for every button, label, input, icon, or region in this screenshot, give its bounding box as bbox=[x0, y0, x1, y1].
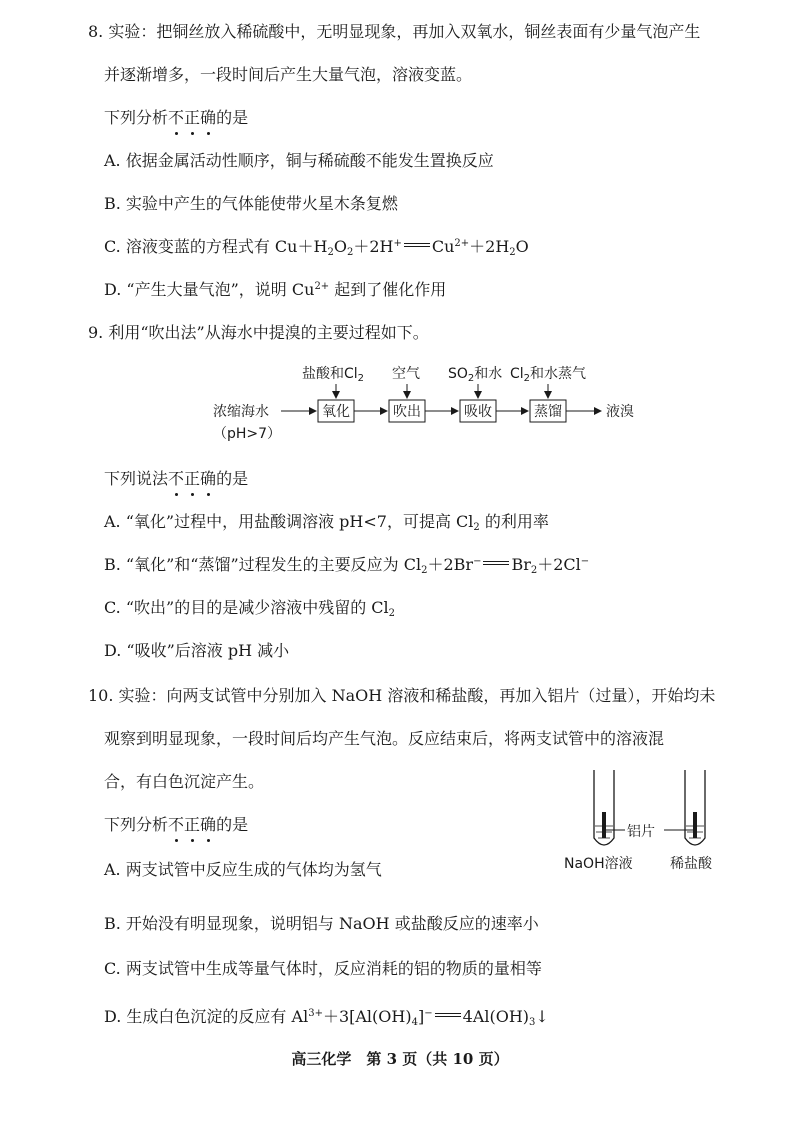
flow-end-label: 液溴 bbox=[606, 404, 634, 420]
q10-prompt-line1: 10. 实验：向两支试管中分别加入 NaOH 溶液和稀盐酸，再加入铝片（过量），开始均未 bbox=[88, 686, 716, 705]
q8-prompt-line1: 8. 实验：把铜丝放入稀硫酸中，无明显现象，再加入双氧水，铜丝表面有少量气泡产生 bbox=[88, 22, 701, 41]
aluminum-strip-left bbox=[602, 812, 606, 838]
q9-option-a: A. “氧化”过程中，用盐酸调溶液 pH<7，可提高 $Cl_2$ 的利用率 bbox=[104, 512, 549, 533]
figure-label-naoh: NaOH溶液 bbox=[564, 856, 633, 872]
equilibrium-sign bbox=[435, 1013, 461, 1017]
q10-option-d: D. 生成白色沉淀的反应有 $Al^{3+}+3[Al(OH)_4]^-$ $4Al(OH)_3↓$ bbox=[104, 1007, 549, 1028]
q8-option-c: C. 溶液变蓝的方程式有 $Cu+H_2O_2+2H^+$ $Cu^{2+}+2H_2O$ bbox=[104, 237, 529, 258]
flow-start-note: （pH>7） bbox=[213, 426, 282, 442]
q10-prompt-line3: 合，有白色沉淀产生。 bbox=[104, 772, 265, 791]
reagent-label-blowout: 空气 bbox=[392, 366, 420, 382]
q9-question: 下列说法不正确的是 bbox=[104, 469, 249, 488]
reagent-label-absorption: $SO_2$和水 bbox=[448, 366, 503, 384]
q10-prompt-line2: 观察到明显现象，一段时间后均产生气泡。反应结束后，将两支试管中的溶液混 bbox=[104, 729, 665, 748]
q8-question: 下列分析不正确的是 bbox=[104, 108, 249, 127]
figure-label-aluminum: 铝片 bbox=[627, 824, 655, 840]
q8-prompt-line2: 并逐渐增多，一段时间后产生大量气泡，溶液变蓝。 bbox=[104, 65, 473, 84]
q8-option-d: D. “产生大量气泡”，说明 $Cu^{2+}$ 起到了催化作用 bbox=[104, 280, 447, 299]
flow-step-blowout: 吹出 bbox=[393, 404, 421, 420]
reagent-label-oxidation: 盐酸和$Cl_2$ bbox=[302, 366, 365, 384]
q10-option-c: C. 两支试管中生成等量气体时，反应消耗的铝的物质的量相等 bbox=[104, 959, 542, 978]
flow-step-distillation: 蒸馏 bbox=[534, 404, 562, 420]
q10-question: 下列分析不正确的是 bbox=[104, 815, 249, 834]
flow-step-oxidation: 氧化 bbox=[322, 404, 350, 420]
q10-option-b: B. 开始没有明显现象，说明铝与 NaOH 或盐酸反应的速率小 bbox=[104, 914, 539, 933]
q8-option-b: B. 实验中产生的气体能使带火星木条复燃 bbox=[104, 194, 398, 213]
flow-start-label: 浓缩海水 bbox=[213, 404, 269, 420]
reagent-label-distillation: $Cl_2$和水蒸气 bbox=[510, 366, 587, 384]
q9-option-b: B. “氧化”和“蒸馏”过程发生的主要反应为 $Cl_2+2Br^-$ $Br_2+2Cl^-$ bbox=[104, 555, 590, 576]
equilibrium-sign bbox=[483, 561, 509, 565]
aluminum-strip-right bbox=[693, 812, 697, 838]
q9-option-c: C. “吹出”的目的是减少溶液中残留的 $Cl_2$ bbox=[104, 598, 396, 619]
q8-option-a: A. 依据金属活动性顺序，铜与稀硫酸不能发生置换反应 bbox=[104, 151, 494, 170]
q9-prompt: 9. 利用“吹出法”从海水中提溴的主要过程如下。 bbox=[88, 323, 429, 342]
flow-step-absorption: 吸收 bbox=[464, 404, 492, 420]
page-footer: 高三化学 第 3 页（共 10 页） bbox=[291, 1050, 509, 1068]
q9-option-d: D. “吸收”后溶液 pH 减小 bbox=[104, 641, 290, 660]
figure-label-hcl: 稀盐酸 bbox=[670, 856, 712, 872]
q10-option-a: A. 两支试管中反应生成的气体均为氢气 bbox=[104, 860, 382, 879]
